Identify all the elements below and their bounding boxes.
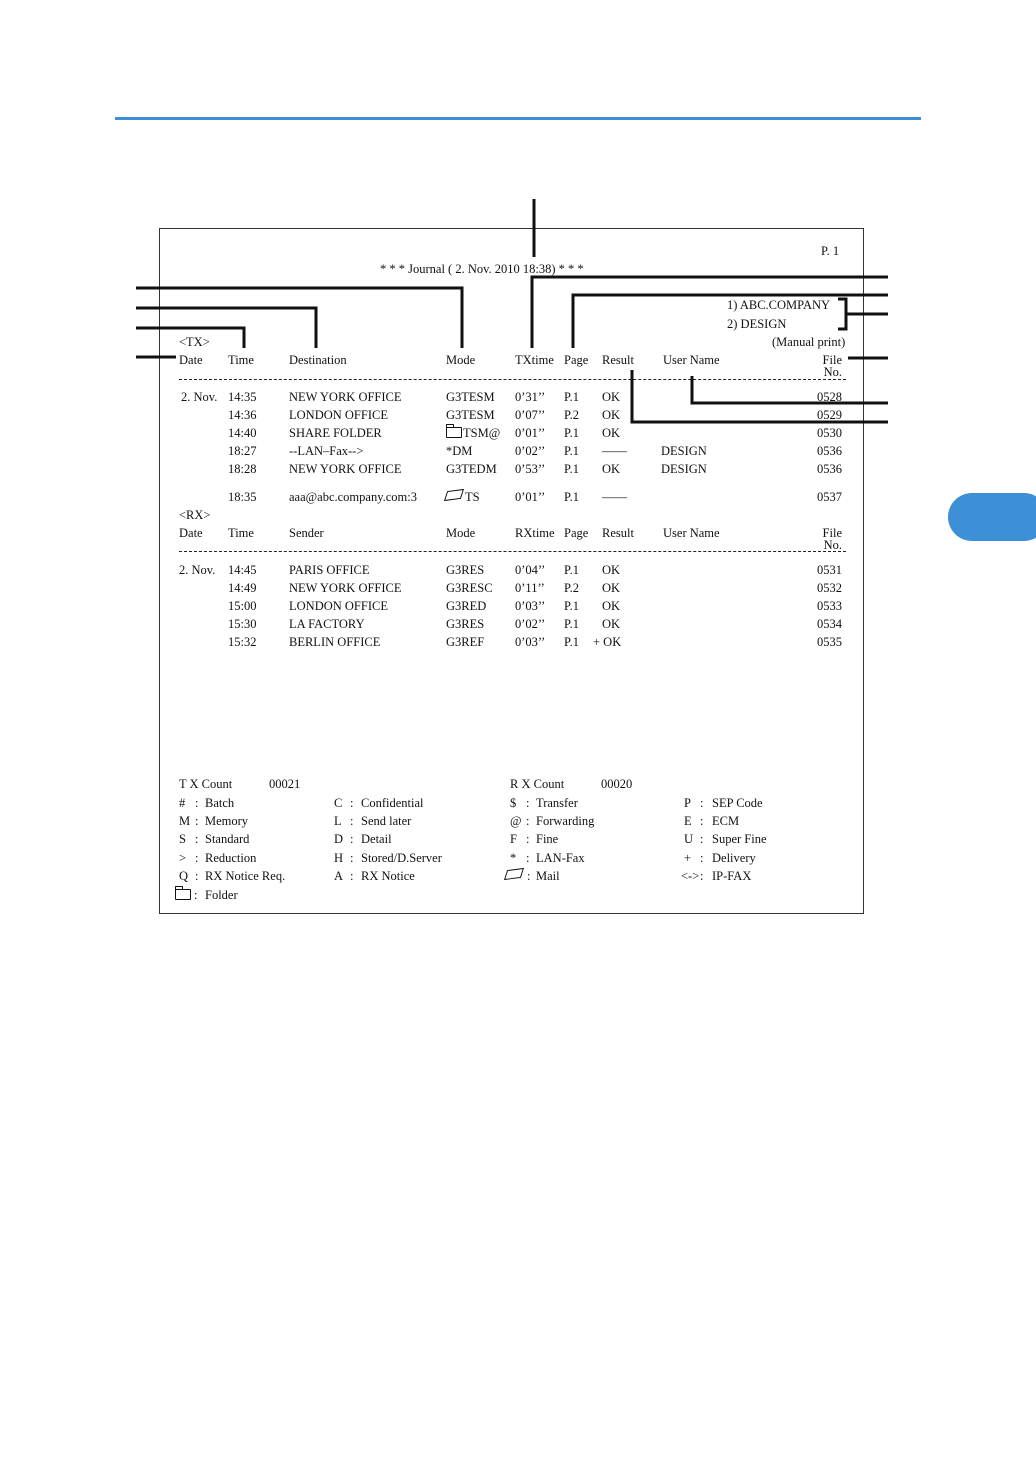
cell-mode [446,444,472,458]
legend-value: Confidential [361,796,424,810]
folder-icon [446,427,462,438]
folder-icon [175,889,191,900]
legend-colon: : [700,814,704,828]
cell-time: 14:36 [228,408,257,422]
cell-sender: BERLIN OFFICE [289,635,381,649]
mail-icon [504,868,524,880]
legend-key: + [684,851,692,865]
legend-colon: : [350,814,354,828]
legend-icon-holder [506,869,525,883]
cell-page: P.1 [564,635,579,649]
callout-users-bracket [838,299,846,329]
legend-key: @ [510,814,522,828]
cell-destination: LONDON OFFICE [289,408,388,422]
col-file: File [822,353,842,367]
cell-destination: NEW YORK OFFICE [289,390,402,404]
legend-value: LAN-Fax [536,851,585,865]
cell-time: 14:40 [228,426,257,440]
cell-mode: G3RESC [446,581,493,595]
user-1: 1) ABC.COMPANY [727,298,831,312]
legend-key: # [179,796,186,810]
cell-file-no: 0529 [817,408,842,422]
page-number: P. 1 [821,244,840,258]
mail-icon [444,489,464,501]
rx-col-sender: Sender [289,526,324,540]
rx-col-mode: Mode [446,526,476,540]
cell-mode-text: TSM@ [463,426,501,440]
legend-value: Folder [205,888,238,902]
legend-colon: : [350,869,354,883]
cell-result: —— [602,490,627,504]
cell-rxtime: 0’02’’ [515,617,546,631]
cell-mode [446,426,500,440]
legend-colon: : [526,851,530,865]
legend-key: <-> [681,869,700,883]
cell-mode [446,462,497,476]
legend-icon-holder [175,888,192,902]
cell-file-no: 0534 [817,617,842,631]
legend-colon: : [527,869,531,883]
cell-mode: G3RED [446,599,487,613]
legend-value: IP-FAX [712,869,752,883]
legend-key: C [334,796,343,810]
col-time: Time [228,353,254,367]
report-title: * * * Journal ( 2. Nov. 2010 18:38) * * * [380,262,584,276]
cell-page: P.1 [564,563,579,577]
rx-col-page: Page [564,526,589,540]
legend-colon: : [350,851,354,865]
cell-user-name: DESIGN [661,444,707,458]
cell-page: P.1 [564,426,579,440]
cell-file-no: 0530 [817,426,842,440]
cell-mode [446,490,480,504]
legend-key: P [684,796,691,810]
legend-value: Super Fine [712,832,767,846]
cell-result: OK [602,426,621,440]
cell-result: OK [602,617,621,631]
cell-sender: NEW YORK OFFICE [289,581,402,595]
cell-file-no: 0535 [817,635,842,649]
legend-value: RX Notice [361,869,415,883]
cell-time: 18:27 [228,444,257,458]
cell-sender: LONDON OFFICE [289,599,388,613]
cell-result: —— [602,444,627,458]
cell-page: P.1 [564,444,579,458]
legend-key: E [684,814,692,828]
cell-sender: LA FACTORY [289,617,365,631]
legend-value: Detail [361,832,392,846]
legend-colon: : [195,869,199,883]
legend-key: L [334,814,342,828]
cell-result: OK [602,462,621,476]
cell-page: P.1 [564,617,579,631]
rx-section-label: <RX> [179,508,211,522]
cell-time: 15:30 [228,617,257,631]
col-result: Result [602,353,634,367]
cell-date: 2. Nov. [181,390,218,404]
col-user-name: User Name [663,353,720,367]
legend-key: $ [510,796,517,810]
cell-result: OK [602,563,621,577]
rx-count-label: R X Count [510,777,565,791]
legend-value: SEP Code [712,796,763,810]
cell-txtime: 0’53’’ [515,462,546,476]
legend-colon: : [700,796,704,810]
legend-key: U [684,832,694,846]
cell-page: P.1 [564,490,579,504]
legend-value: Batch [205,796,235,810]
cell-page: P.1 [564,599,579,613]
cell-mode [446,390,495,404]
cell-result: OK [602,390,621,404]
cell-result: + OK [593,635,622,649]
col-page: Page [564,353,589,367]
cell-destination: aaa@abc.company.com:3 [289,490,418,504]
cell-result: OK [602,408,621,422]
cell-time: 18:28 [228,462,257,476]
legend-key: F [510,832,517,846]
cell-rxtime: 0’11’’ [515,581,545,595]
cell-mode [446,408,495,422]
rx-col-rxtime: RXtime [515,526,555,540]
legend-colon: : [350,832,354,846]
cell-date: 2. Nov. [179,563,216,577]
cell-page: P.2 [564,581,579,595]
col-destination: Destination [289,353,347,367]
legend-value: Memory [205,814,249,828]
legend-colon: : [526,832,530,846]
callout-result [632,370,888,422]
col-date: Date [179,353,203,367]
legend-colon: : [526,814,530,828]
legend-colon: : [195,814,199,828]
cell-txtime: 0’01’’ [515,490,546,504]
cell-user-name: DESIGN [661,462,707,476]
cell-file-no: 0533 [817,599,842,613]
legend-value: Send later [361,814,412,828]
cell-file-no: 0536 [817,444,842,458]
cell-txtime: 0’02’’ [515,444,546,458]
cell-result: OK [602,581,621,595]
legend-key: A [334,869,344,883]
cell-txtime: 0’01’’ [515,426,546,440]
cell-file-no: 0532 [817,581,842,595]
legend-value: Mail [536,869,560,883]
tx-divider [179,379,846,380]
col-file-no: No. [823,365,842,379]
cell-mode-text: G3TESM [446,390,495,404]
cell-destination: NEW YORK OFFICE [289,462,402,476]
legend-value: RX Notice Req. [205,869,286,883]
cell-destination: --LAN–Fax--> [289,444,364,458]
rx-divider [179,551,846,552]
cell-destination: SHARE FOLDER [289,426,382,440]
cell-mode-text: G3TEDM [446,462,497,476]
rx-col-time: Time [228,526,254,540]
tx-count-label: T X Count [179,777,233,791]
legend-colon: : [526,796,530,810]
cell-sender: PARIS OFFICE [289,563,370,577]
cell-txtime: 0’31’’ [515,390,546,404]
cell-time: 18:35 [228,490,257,504]
print-type: (Manual print) [772,335,846,349]
tx-section-label: <TX> [179,335,210,349]
cell-rxtime: 0’03’’ [515,599,546,613]
legend-key: * [510,851,517,865]
col-mode: Mode [446,353,476,367]
cell-page: P.1 [564,462,579,476]
user-2: 2) DESIGN [727,317,787,331]
legend-colon: : [195,851,199,865]
legend-key: D [334,832,344,846]
cell-mode-text: *DM [446,444,473,458]
legend-value: ECM [712,814,740,828]
legend-key: Q [179,869,189,883]
cell-mode-text: G3TESM [446,408,495,422]
rx-col-file: File [822,526,842,540]
cell-time: 14:45 [228,563,257,577]
cell-time: 15:00 [228,599,257,613]
legend-colon: : [700,832,704,846]
tx-count-value: 00021 [269,777,301,791]
cell-page: P.2 [564,408,579,422]
cell-file-no: 0531 [817,563,842,577]
col-txtime: TXtime [515,353,554,367]
rx-col-date: Date [179,526,203,540]
cell-rxtime: 0’04’’ [515,563,546,577]
cell-mode: G3RES [446,617,485,631]
legend-key: H [334,851,344,865]
legend-colon: : [195,796,199,810]
legend-colon: : [194,888,198,902]
legend-value: Standard [205,832,250,846]
cell-mode: G3RES [446,563,485,577]
cell-mode-text: TS [465,490,480,504]
legend-colon: : [350,796,354,810]
cell-result: OK [602,599,621,613]
legend-colon: : [700,851,704,865]
rx-col-user-name: User Name [663,526,720,540]
cell-txtime: 0’07’’ [515,408,546,422]
legend-value: Stored/D.Server [361,851,442,865]
cell-file-no: 0537 [817,490,842,504]
callout-user-name [692,376,888,403]
cell-file-no: 0528 [817,390,842,404]
legend-key: > [179,851,187,865]
cell-time: 15:32 [228,635,257,649]
legend-value: Fine [536,832,559,846]
cell-rxtime: 0’03’’ [515,635,546,649]
cell-time: 14:35 [228,390,257,404]
rx-col-file-no: No. [823,538,842,552]
legend-value: Delivery [712,851,756,865]
legend-key: S [179,832,186,846]
legend-colon: : [195,832,199,846]
legend-value: Reduction [205,851,257,865]
cell-page: P.1 [564,390,579,404]
legend-value: Transfer [536,796,578,810]
legend-colon: : [700,869,704,883]
legend-value: Forwarding [536,814,595,828]
legend-key: M [179,814,191,828]
rx-count-value: 00020 [601,777,633,791]
cell-file-no: 0536 [817,462,842,476]
cell-mode: G3REF [446,635,485,649]
cell-time: 14:49 [228,581,257,595]
rx-col-result: Result [602,526,634,540]
